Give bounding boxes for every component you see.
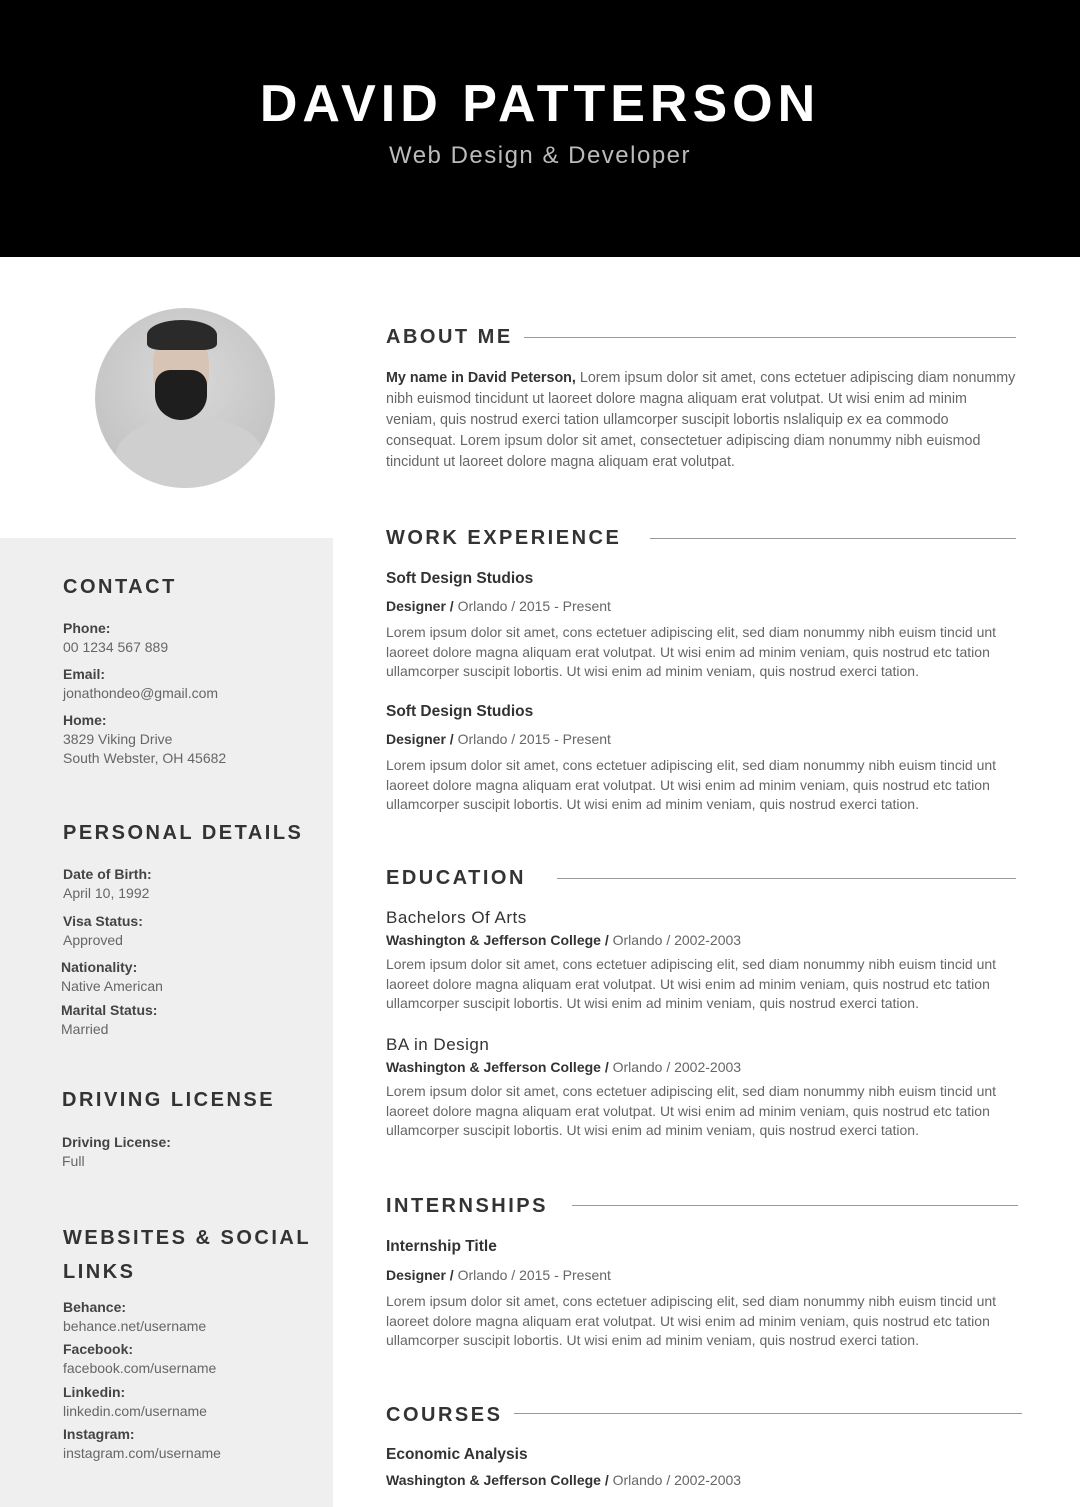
contact-email: Email: jonathondeo@gmail.com — [63, 666, 219, 701]
social-instagram: Instagram: instagram.com/username — [63, 1426, 221, 1461]
personal-dob: Date of Birth: April 10, 1992 — [63, 866, 152, 901]
driving-license: Driving License: Full — [62, 1134, 171, 1169]
personal-nationality: Nationality: Native American — [61, 959, 163, 994]
education-entry: BA in Design Washington & Jefferson College / Orlando / 2002-2003 Lorem ipsum dolor sit amet, cons ectetuer adipiscing elit, sed diam nonummy nibh euism tincid unt laoreet dolore magna aliquam erat volutpat. Ut wisi enim ad minim veniam, quis nostrud etc tation ullamcorper suscipit lobortis. Ut wisi enim ad minim veniam, quis nostrud exerci tation. — [386, 1035, 997, 1138]
divider — [524, 337, 1016, 338]
contact-phone: Phone: 00 1234 567 889 — [63, 620, 169, 655]
contact-heading: CONTACT — [63, 576, 177, 598]
instagram-link[interactable]: instagram.com/username — [63, 1445, 221, 1461]
divider — [572, 1205, 1018, 1206]
social-behance: Behance: behance.net/username — [63, 1299, 207, 1334]
work-entry: Soft Design Studios Designer / Orlando / 2015 - Present Lorem ipsum dolor sit amet, cons ectetuer adipiscing elit, sed diam nonummy nibh euism tincid unt laoreet dolore magna aliquam erat volutpat. Ut wisi enim ad minim veniam, quis nostrud etc tation ullamcorper suscipit lobortis. Ut wisi enim ad minim veniam, quis nostrud exerci tation. — [386, 570, 997, 679]
work-entry: Soft Design Studios Designer / Orlando / 2015 - Present Lorem ipsum dolor sit amet, cons ectetuer adipiscing elit, sed diam nonummy nibh euism tincid unt laoreet dolore magna aliquam erat volutpat. Ut wisi enim ad minim veniam, quis nostrud etc tation ullamcorper suscipit lobortis. Ut wisi enim ad minim veniam, quis nostrud exerci tation. — [386, 703, 997, 812]
driving-heading: DRIVING LICENSE — [62, 1089, 276, 1111]
education-heading: EDUCATION — [386, 867, 526, 889]
candidate-title: Web Design & Developer — [388, 142, 692, 169]
personal-marital: Marital Status: Married — [61, 1002, 158, 1037]
candidate-name: DAVID PATTERSON — [259, 75, 821, 133]
profile-photo — [95, 308, 275, 488]
facebook-link[interactable]: facebook.com/username — [63, 1360, 217, 1376]
course-entry: Economic Analysis Washington & Jefferson College / Orlando / 2002-2003 — [386, 1446, 742, 1488]
social-facebook: Facebook: facebook.com/username — [63, 1341, 217, 1376]
work-heading: WORK EXPERIENCE — [386, 527, 622, 549]
education-entry: Bachelors Of Arts Washington & Jefferson College / Orlando / 2002-2003 Lorem ipsum dolor sit amet, cons ectetuer adipiscing elit, sed diam nonummy nibh euism tincid unt laoreet dolore magna aliquam erat volutpat. Ut wisi enim ad minim veniam, quis nostrud etc tation ullamcorper suscipit lobortis. Ut wisi enim ad minim veniam, quis nostrud exerci tation. — [386, 908, 997, 1011]
about-text: My name in David Peterson, Lorem ipsum dolor sit amet, cons ectetuer adipiscing diam nonummy nibh euismod tincidunt ut laoreet dolore magna aliquam erat volutpat. Ut wisi enim ad minim veniam, quis nostrud exerci tation ullamcorper suscipit lobortis nslaliquip ex ea commodo consequat. Lorem ipsum dolor sit amet, consectetuer adipiscing diam nonummy nibh euismod tincidunt ut laoreet dolore magna aliquam erat volutpat. — [386, 370, 1016, 470]
divider — [514, 1413, 1022, 1414]
courses-heading: COURSES — [386, 1404, 503, 1426]
about-heading: ABOUT ME — [386, 326, 513, 348]
internships-heading: INTERNSHIPS — [386, 1195, 548, 1217]
social-linkedin: Linkedin: linkedin.com/username — [63, 1384, 207, 1419]
personal-heading: PERSONAL DETAILS — [63, 822, 304, 844]
divider — [650, 538, 1016, 539]
resume-header — [0, 0, 1080, 257]
contact-home: Home: 3829 Viking Drive South Webster, OH 45682 — [63, 712, 227, 766]
personal-visa: Visa Status: Approved — [63, 913, 143, 948]
linkedin-link[interactable]: linkedin.com/username — [63, 1403, 207, 1419]
behance-link[interactable]: behance.net/username — [63, 1318, 207, 1334]
social-heading: WEBSITES & SOCIAL LINKS — [63, 1227, 312, 1283]
internship-entry: Internship Title Designer / Orlando / 2015 - Present Lorem ipsum dolor sit amet, cons ectetuer adipiscing elit, sed diam nonummy nibh euism tincid unt laoreet dolore magna aliquam erat volutpat. Ut wisi enim ad minim veniam, quis nostrud etc tation ullamcorper suscipit lobortis. Ut wisi enim ad minim veniam, quis nostrud exerci tation. — [386, 1238, 997, 1348]
divider — [557, 878, 1016, 879]
